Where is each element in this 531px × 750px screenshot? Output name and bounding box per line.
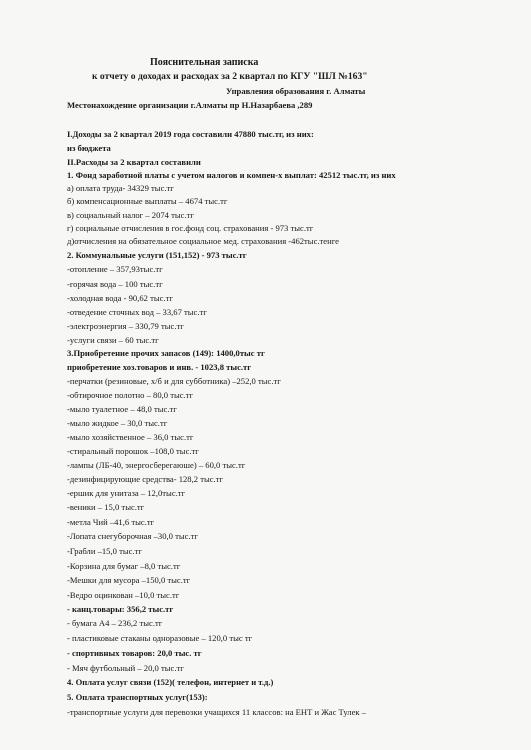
section-1-heading: 1. Фонд заработной платы с учетом налогов и компен-х выплат: 42512 тыс.тг, из них xyxy=(67,170,396,180)
line-item: -дезинфицирующие средства- 128,2 тыс.тг xyxy=(67,474,223,484)
subsection-heading: - канц.товары: 356,2 тыс.тг xyxy=(67,604,174,614)
expenses-heading: II.Расходы за 2 квартал составили xyxy=(67,157,201,167)
line-item: -транспортные услуги для перевозки учащихся 11 классов: на ЕНТ и Жас Тулек – xyxy=(67,707,367,717)
subsection-heading: приобретение хоз.товаров и инв. - 1023,8 тыс.тг xyxy=(67,362,252,372)
line-item: г) социальные отчисления в гос.фонд соц. страхования - 973 тыс.тг xyxy=(67,223,314,233)
line-item: - Мяч футбольный – 20,0 тыс.тг xyxy=(67,663,184,673)
line-item: -холодная вода - 90,62 тыс.тг xyxy=(67,293,173,303)
line-item: -электроэнергия – 330,79 тыс.тг xyxy=(67,321,184,331)
line-item: -веники – 15,0 тыс.тг xyxy=(67,502,145,512)
section-5-heading: 5. Оплата транспортных услуг(153): xyxy=(67,692,208,702)
line-item: -лампы (ЛБ-40, энергосберегаюше) – 60,0 тыс.тг xyxy=(67,460,246,470)
section-2-heading: 2. Коммунальные услуги (151,152) - 973 тыс.тг xyxy=(67,250,247,260)
line-item: - бумага А4 – 236,2 тыс.тг xyxy=(67,618,163,628)
line-item: -ершик для унитаза – 12,0тыс.тг xyxy=(67,488,186,498)
section-3-heading: 3.Приобретение прочих запасов (149): 1400,0тыс тг xyxy=(67,348,265,358)
line-item: -отопление – 357,93тыс.тг xyxy=(67,264,163,274)
document-subtitle: к отчету о доходах и расходах за 2 квартал по КГУ "ШЛ №163" xyxy=(92,71,368,82)
line-item: -отведение сточных вод – 33,67 тыс.тг xyxy=(67,307,207,317)
line-item: -Лопата снегуборочная –30,0 тыс.тг xyxy=(67,531,198,541)
line-item: -стиральный порошок –108,0 тыс.тг xyxy=(67,446,199,456)
line-item: а) оплата труда- 34329 тыс.тг xyxy=(67,183,174,193)
subsection-heading: - спортивных товаров: 20,0 тыс. тг xyxy=(67,648,202,658)
line-item: -мыло туалетное – 48,0 тыс.тг xyxy=(67,404,177,414)
line-item: -мыло жидкое – 30,0 тыс.тг xyxy=(67,418,168,428)
line-item: -метла Чий –41,6 тыс.тг xyxy=(67,517,155,527)
location-line: Местонахождение организации г.Алматы пр Н.Назарбаева ,289 xyxy=(67,100,313,110)
line-item: -услуги связи – 60 тыс.тг xyxy=(67,335,159,345)
line-item: в) социальный налог – 2074 тыс.тг xyxy=(67,210,194,220)
line-item: б) компенсационные выплаты – 4674 тыс.тг xyxy=(67,196,228,206)
line-item: -Мешки для мусора –150,0 тыс.тг xyxy=(67,575,191,585)
line-item: -Грабли –15,0 тыс.тг xyxy=(67,546,142,556)
line-item: -горячая вода – 100 тыс.тг xyxy=(67,279,163,289)
line-item: -Корзина для бумаг –8,0 тыс.тг xyxy=(67,561,181,571)
line-item: д)отчисления на обязательное социальное мед. страхования -462тыс.тенге xyxy=(67,236,339,246)
line-item: -мыло хозяйственное – 36,0 тыс.тг xyxy=(67,432,194,442)
department-line: Управления образования г. Алматы xyxy=(226,86,366,96)
line-item: -перчатки (резиновые, х/б и для субботника) –252,0 тыс.тг xyxy=(67,376,281,386)
line-item: - пластиковые стаканы одноразовые – 120,0 тыс тг xyxy=(67,633,253,643)
section-4-heading: 4. Оплата услуг связи (152)( телефон, интернет и т.д.) xyxy=(67,677,274,687)
line-item: -Ведро оцинкован –10,0 тыс.тг xyxy=(67,590,180,600)
income-source: из бюджета xyxy=(67,143,111,153)
line-item: -обтирочное полотно – 80,0 тыс.тг xyxy=(67,390,194,400)
document-title: Пояснительная записка xyxy=(150,57,259,68)
income-heading: I.Доходы за 2 квартал 2019 года составили 47880 тыс.тг, из них: xyxy=(67,129,314,139)
